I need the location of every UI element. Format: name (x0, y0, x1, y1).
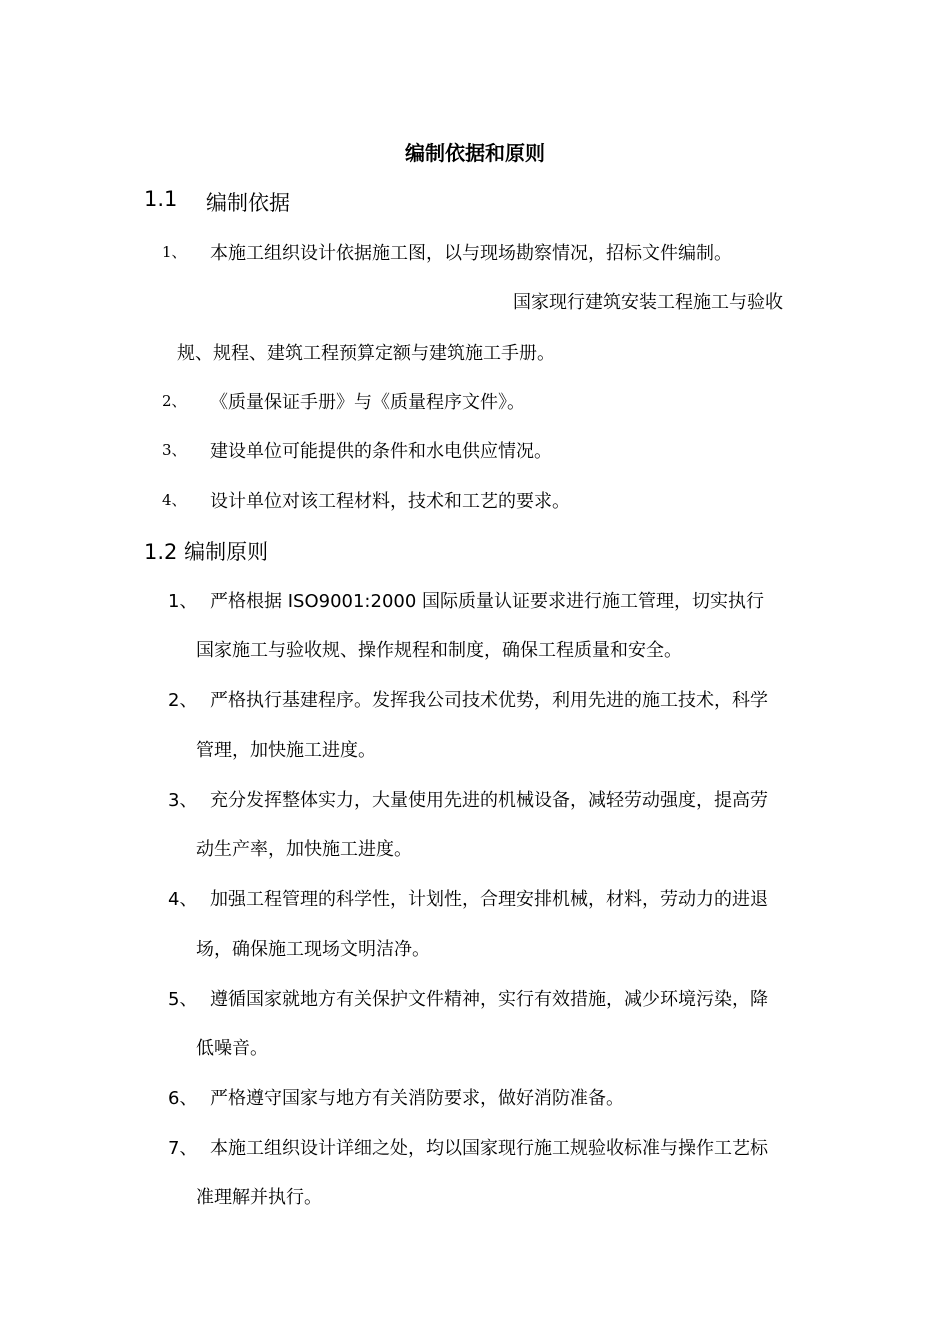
list-item-text: 《质量保证手册》与《质量程序文件》。 (210, 392, 525, 413)
list-item-marker: 2、 (162, 392, 187, 410)
list-item-text: 设计单位对该工程材料，技术和工艺的要求。 (210, 491, 570, 512)
list-item-marker: 3、 (168, 790, 198, 811)
list-item-marker: 2、 (168, 690, 198, 711)
list-item-marker: 1、 (168, 591, 198, 612)
paragraph-line: 国家现行建筑安装工程施工与验收 (513, 292, 783, 313)
list-item-continuation: 管理，加快施工进度。 (196, 740, 376, 761)
section-2-heading: 1.2 编制原则 (144, 540, 269, 564)
list-item-text: 充分发挥整体实力，大量使用先进的机械设备，减轻劳动强度，提高劳 (210, 790, 768, 811)
list-item-marker: 6、 (168, 1088, 198, 1109)
list-item-marker: 1、 (162, 243, 187, 261)
list-item-text: 加强工程管理的科学性，计划性，合理安排机械，材料，劳动力的进退 (210, 889, 768, 910)
section-1-heading: 编制依据 (206, 191, 290, 215)
list-item-continuation: 国家施工与验收规、操作规程和制度，确保工程质量和安全。 (196, 640, 682, 661)
list-item-marker: 5、 (168, 989, 198, 1010)
list-item-text: 本施工组织设计依据施工图，以与现场勘察情况，招标文件编制。 (210, 243, 732, 264)
paragraph-line: 规、规程、建筑工程预算定额与建筑施工手册。 (177, 343, 555, 364)
list-item-text: 建设单位可能提供的条件和水电供应情况。 (210, 441, 552, 462)
list-item-marker: 7、 (168, 1138, 198, 1159)
list-item-text: 严格执行基建程序。发挥我公司技术优势，利用先进的施工技术，科学 (210, 690, 768, 711)
list-item-marker: 4、 (168, 889, 198, 910)
page-title: 编制依据和原则 (405, 141, 545, 165)
list-item-continuation: 场，确保施工现场文明洁净。 (196, 939, 430, 960)
list-item-continuation: 准理解并执行。 (196, 1187, 322, 1208)
section-1-number: 1.1 (144, 187, 178, 211)
list-item-marker: 4、 (162, 491, 187, 509)
list-item-text: 严格遵守国家与地方有关消防要求，做好消防准备。 (210, 1088, 624, 1109)
list-item-text: 严格根据 ISO9001:2000 国际质量认证要求进行施工管理，切实执行 (210, 591, 765, 612)
list-item-marker: 3、 (162, 441, 187, 459)
list-item-text: 本施工组织设计详细之处，均以国家现行施工规验收标准与操作工艺标 (210, 1138, 768, 1159)
list-item-continuation: 动生产率，加快施工进度。 (196, 839, 412, 860)
list-item-continuation: 低噪音。 (196, 1038, 268, 1059)
list-item-text: 遵循国家就地方有关保护文件精神，实行有效措施，减少环境污染，降 (210, 989, 768, 1010)
